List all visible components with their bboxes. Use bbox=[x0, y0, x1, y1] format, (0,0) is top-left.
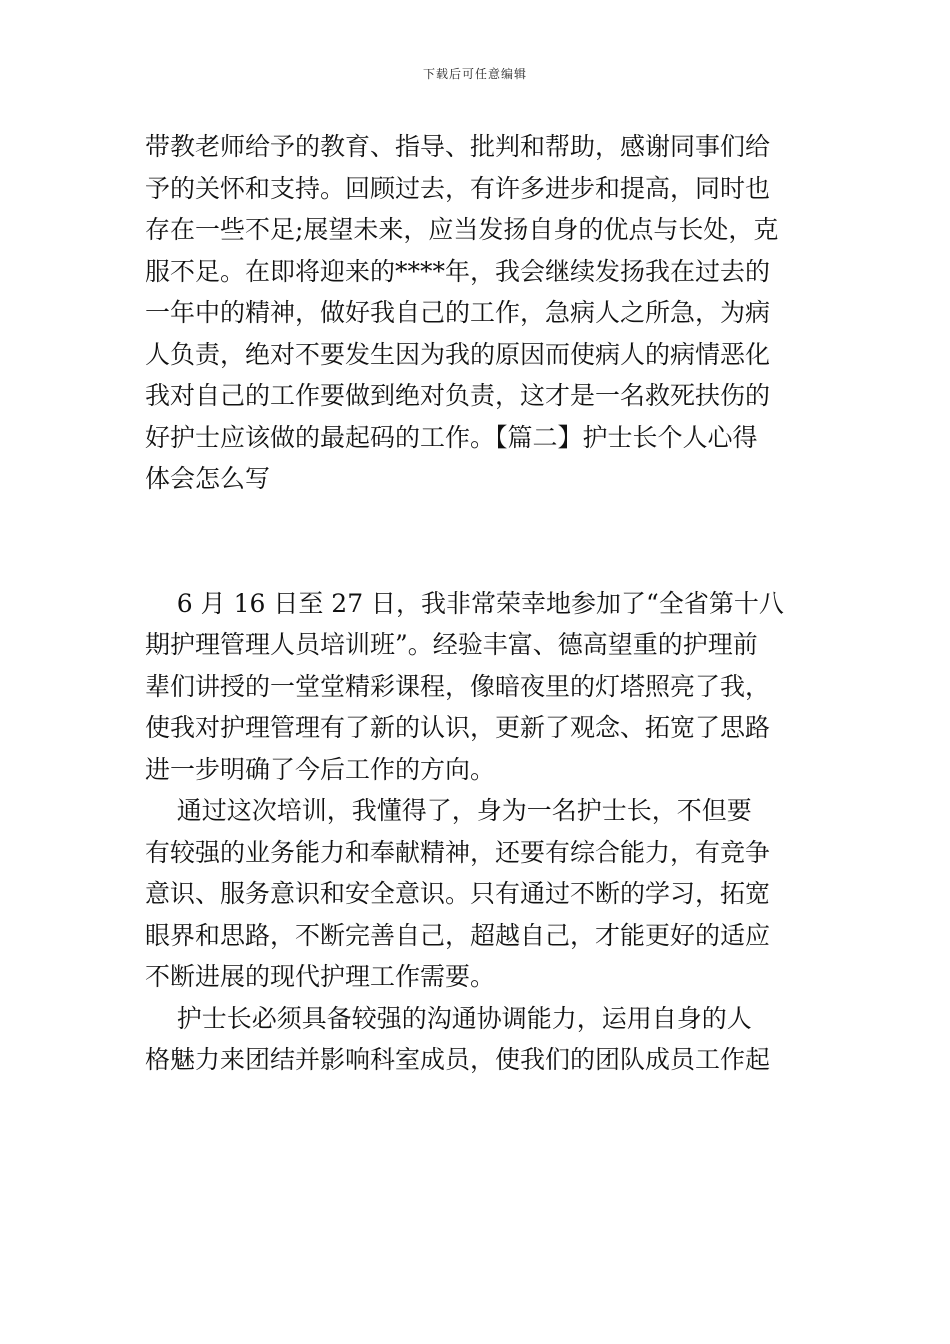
text-line: 6 月 16 日至 27 日，我非常荣幸地参加了“全省第十八 bbox=[145, 588, 784, 618]
text-line: 进一步明确了今后工作的方向。 bbox=[145, 754, 496, 784]
text-line: 好护士应该做的最起码的工作。【篇二】护士长个人心得 bbox=[145, 422, 758, 452]
text-line: 不断进展的现代护理工作需要。 bbox=[145, 962, 496, 991]
text-line: 我对自己的工作要做到绝对负责，这才是一名救死扶伤的 bbox=[145, 381, 771, 410]
text-line: 使我对护理管理有了新的认识，更新了观念、拓宽了思路 bbox=[145, 713, 771, 742]
paragraph-3 bbox=[145, 790, 807, 998]
text-line: 存在一些不足;展望未来，应当发扬自身的优点与长处，克 bbox=[145, 215, 779, 244]
text-line: 服不足。在即将迎来的****年，我会继续发扬我在过去的 bbox=[145, 256, 771, 286]
text-line: 护士长必须具备较强的沟通协调能力，运用自身的人 bbox=[145, 1003, 752, 1033]
text-line: 有较强的业务能力和奉献精神，还要有综合能力，有竞争 bbox=[145, 837, 771, 867]
text-line: 体会怎么写 bbox=[145, 464, 271, 493]
paragraph-4 bbox=[145, 998, 807, 1081]
paragraph-1 bbox=[145, 126, 807, 500]
text-line: 人负责，绝对不要发生因为我的原因而使病人的病情恶化 bbox=[145, 339, 771, 369]
paragraph-2 bbox=[145, 583, 807, 791]
text-line: 格魅力来团结并影响科室成员，使我们的团队成员工作起 bbox=[145, 1045, 771, 1074]
paragraph-gap bbox=[145, 500, 807, 583]
text-line: 辈们讲授的一堂堂精彩课程，像暗夜里的灯塔照亮了我， bbox=[145, 671, 771, 701]
text-line: 带教老师给予的教育、指导、批判和帮助，感谢同事们给 bbox=[145, 132, 771, 161]
text-line: 意识、服务意识和安全意识。只有通过不断的学习，拓宽 bbox=[145, 879, 771, 908]
text-line: 通过这次培训，我懂得了，身为一名护士长，不但要 bbox=[145, 796, 752, 825]
text-line: 眼界和思路，不断完善自己，超越自己，才能更好的适应 bbox=[145, 920, 771, 950]
text-line: 一年中的精神，做好我自己的工作，急病人之所急，为病 bbox=[145, 298, 771, 327]
text-line: 予的关怀和支持。回顾过去，有许多进步和提高，同时也 bbox=[145, 173, 771, 203]
document-body bbox=[145, 126, 807, 1081]
text-line: 期护理管理人员培训班”。经验丰富、德高望重的护理前 bbox=[145, 630, 758, 659]
page-header: 下载后可任意编辑 bbox=[422, 67, 527, 81]
